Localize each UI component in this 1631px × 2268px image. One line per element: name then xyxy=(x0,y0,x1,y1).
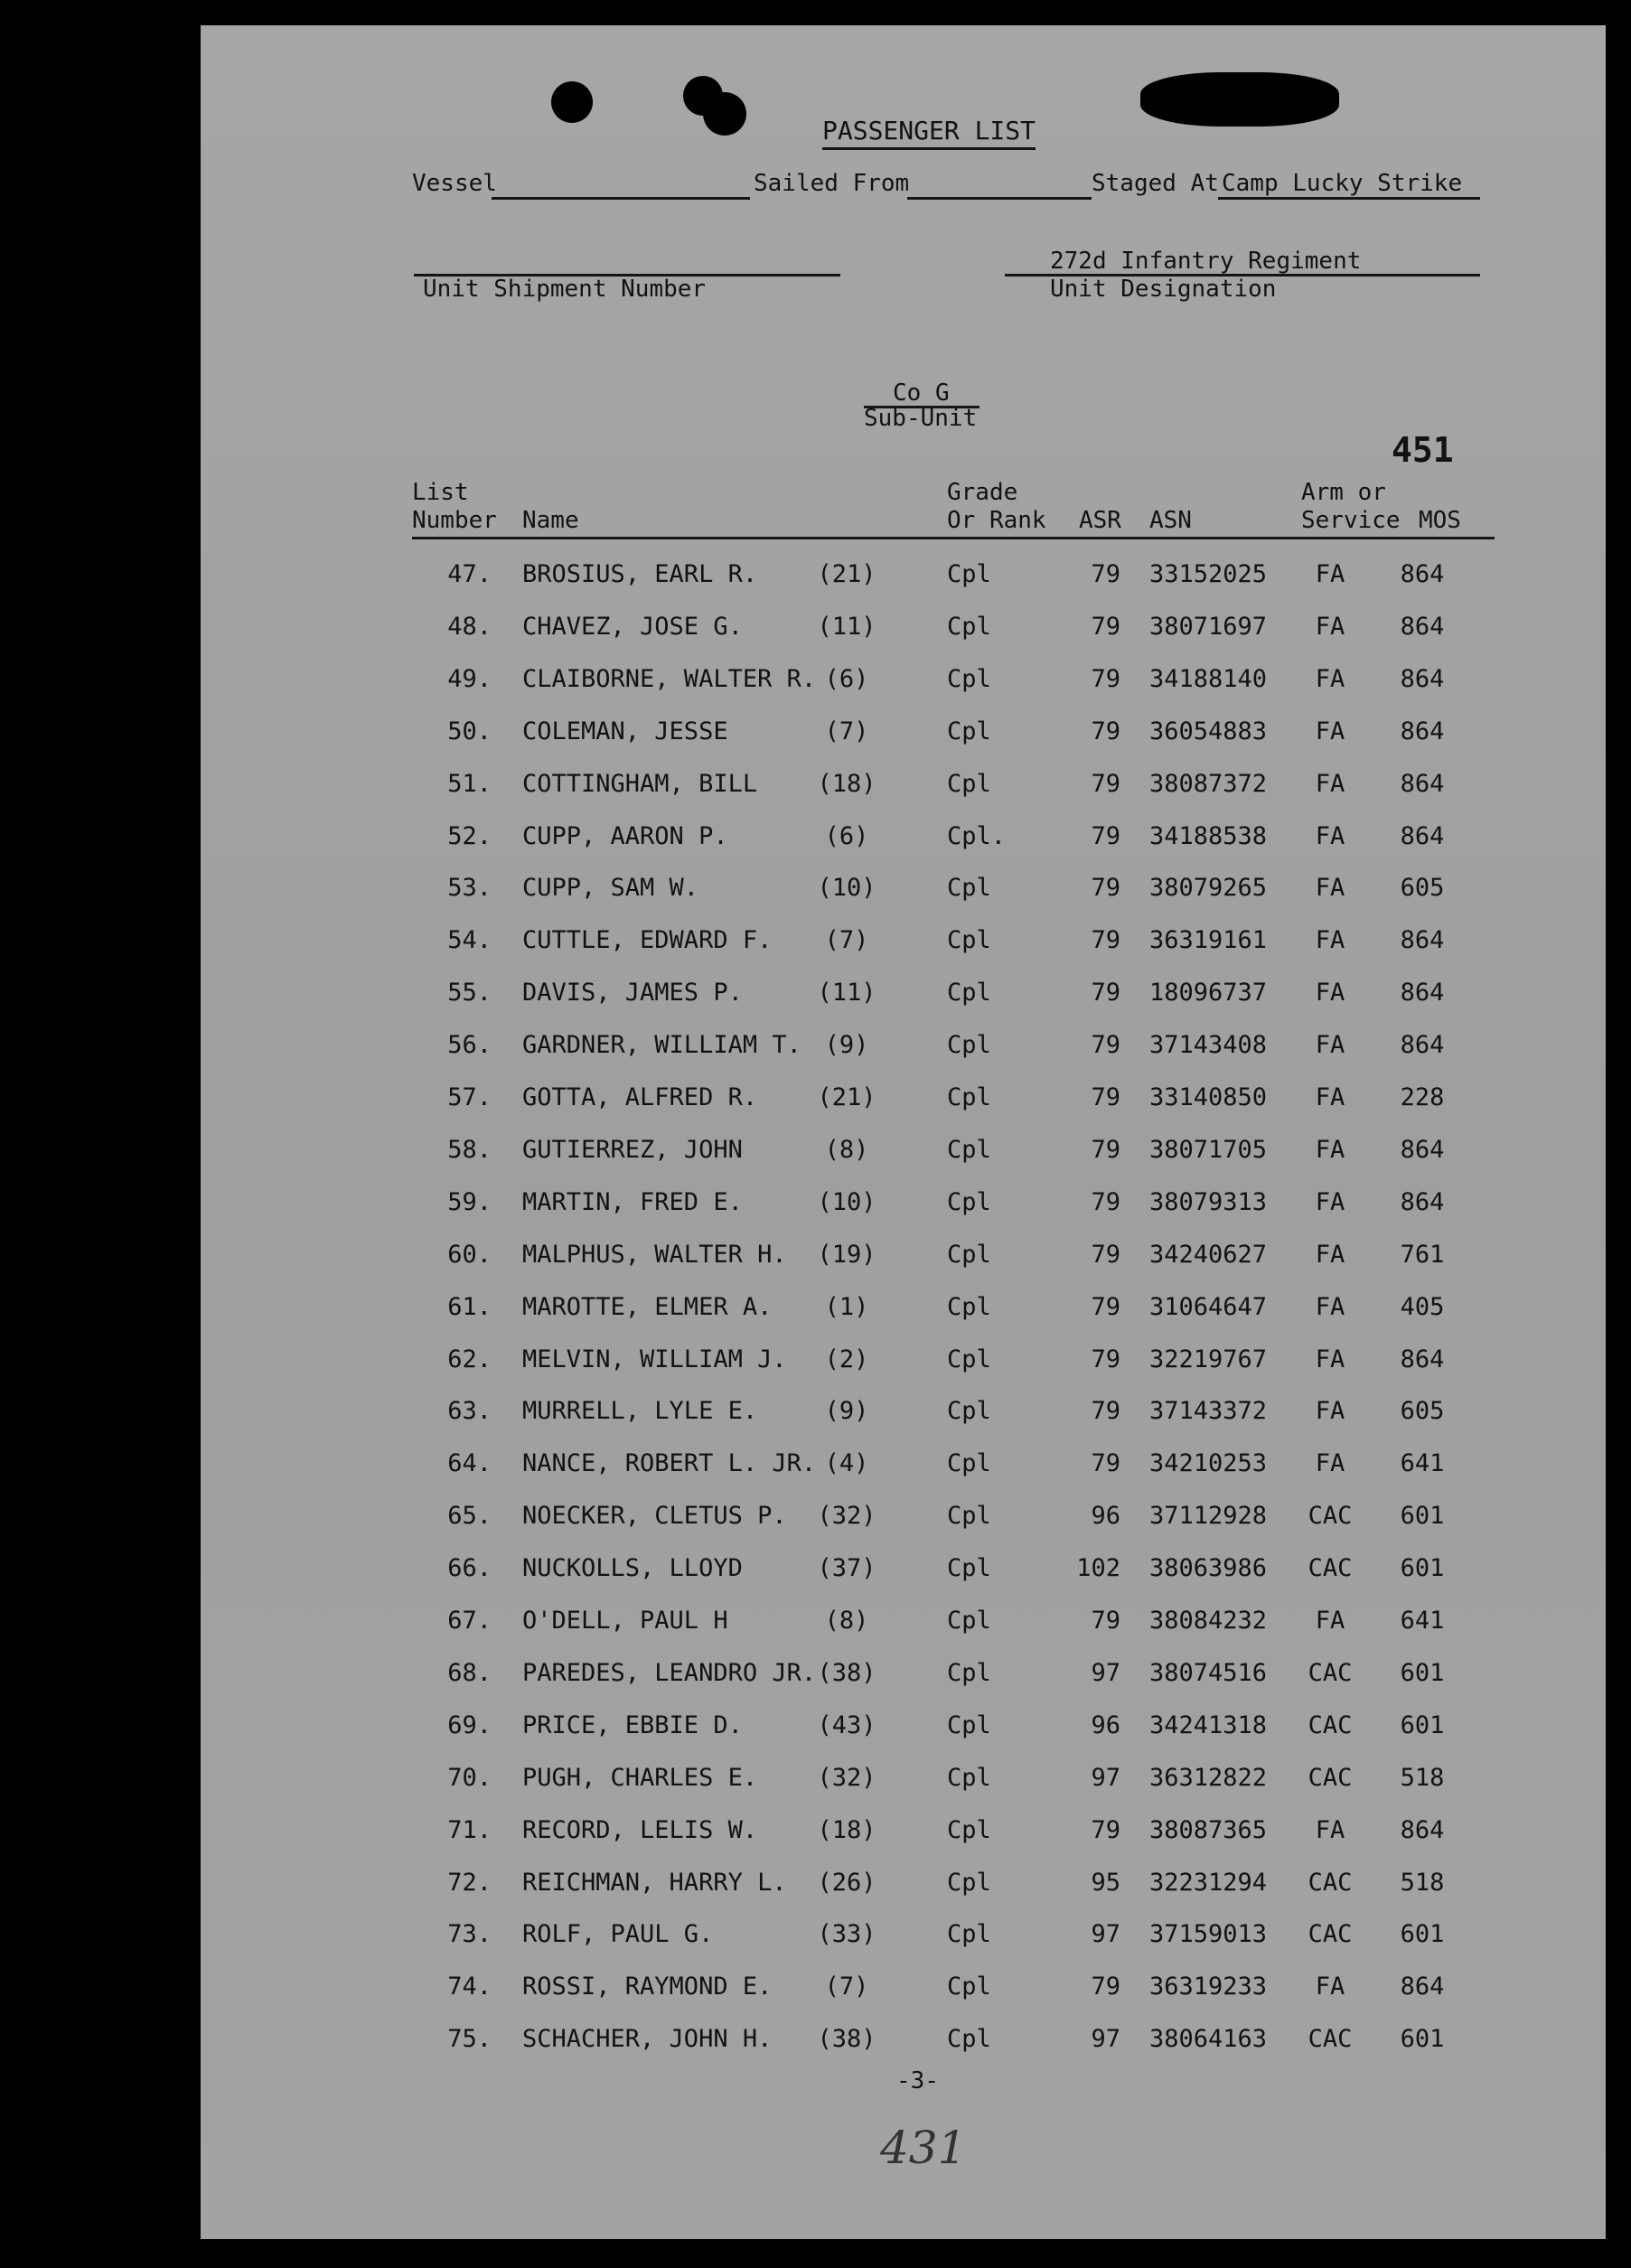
asr-score: 79 xyxy=(1091,1397,1120,1426)
table-row xyxy=(201,1973,1606,2025)
asr-score: 79 xyxy=(1091,926,1120,955)
list-number: 62. xyxy=(447,1345,492,1373)
serial-number: 37112928 xyxy=(1149,1502,1268,1531)
serial-number: 36054883 xyxy=(1149,717,1268,745)
grade: Cpl xyxy=(947,1763,991,1792)
grade: Cpl xyxy=(947,1449,991,1478)
table-row xyxy=(201,613,1606,665)
mos-code: 864 xyxy=(1400,1973,1445,2001)
arm-of-service: FA xyxy=(1315,1449,1345,1478)
asr-score: 102 xyxy=(1076,1554,1120,1583)
arm-of-service: FA xyxy=(1315,664,1345,693)
sub-unit-label: Sub-Unit xyxy=(864,405,978,432)
passenger-code: (18) xyxy=(817,769,876,798)
mos-code: 605 xyxy=(1400,874,1445,903)
mos-code: 641 xyxy=(1400,1607,1445,1635)
serial-number: 34240627 xyxy=(1149,1240,1268,1269)
table-row xyxy=(201,1397,1606,1449)
arm-of-service: CAC xyxy=(1308,1920,1353,1949)
header-asr: ASR xyxy=(1079,507,1121,534)
arm-of-service: FA xyxy=(1315,612,1345,641)
list-number: 48. xyxy=(447,612,492,641)
list-number: 54. xyxy=(447,926,492,955)
arm-of-service: FA xyxy=(1315,1083,1345,1111)
table-row xyxy=(201,874,1606,926)
asr-score: 79 xyxy=(1091,1135,1120,1164)
mos-code: 601 xyxy=(1400,1920,1445,1949)
sailed-from-label: Sailed From xyxy=(754,170,910,197)
passenger-name: NOECKER, CLETUS P. xyxy=(522,1502,787,1531)
grade: Cpl xyxy=(947,979,991,1007)
grade: Cpl xyxy=(947,1554,991,1583)
grade: Cpl xyxy=(947,1031,991,1060)
table-row xyxy=(201,1449,1606,1502)
passenger-code: (10) xyxy=(817,874,876,903)
grade: Cpl xyxy=(947,2025,991,2054)
asr-score: 79 xyxy=(1091,1240,1120,1269)
list-number: 49. xyxy=(447,664,492,693)
grade: Cpl xyxy=(947,560,991,588)
list-number: 67. xyxy=(447,1607,492,1635)
list-number: 70. xyxy=(447,1763,492,1792)
arm-of-service: FA xyxy=(1315,979,1345,1007)
serial-number: 38074516 xyxy=(1149,1658,1268,1687)
asr-score: 97 xyxy=(1091,1763,1120,1792)
mos-code: 864 xyxy=(1400,926,1445,955)
document-title: PASSENGER LIST xyxy=(822,116,1036,150)
asr-score: 97 xyxy=(1091,1920,1120,1949)
list-number: 64. xyxy=(447,1449,492,1478)
header-grade-line2: Or Rank xyxy=(947,507,1046,534)
list-number: 61. xyxy=(447,1292,492,1321)
list-number: 55. xyxy=(447,979,492,1007)
serial-number: 18096737 xyxy=(1149,979,1268,1007)
list-number: 58. xyxy=(447,1135,492,1164)
passenger-name: CHAVEZ, JOSE G. xyxy=(522,612,743,641)
passenger-table xyxy=(201,25,1606,2239)
arm-of-service: FA xyxy=(1315,1815,1345,1844)
staged-at-label: Staged At xyxy=(1092,170,1219,197)
asr-score: 79 xyxy=(1091,1083,1120,1111)
asr-score: 96 xyxy=(1091,1502,1120,1531)
list-number: 75. xyxy=(447,2025,492,2054)
serial-number: 31064647 xyxy=(1149,1292,1268,1321)
arm-of-service: FA xyxy=(1315,1240,1345,1269)
arm-of-service: FA xyxy=(1315,1135,1345,1164)
arm-of-service: FA xyxy=(1315,821,1345,850)
passenger-code: (11) xyxy=(817,979,876,1007)
arm-of-service: CAC xyxy=(1308,1554,1353,1583)
serial-number: 37143372 xyxy=(1149,1397,1268,1426)
passenger-name: CUPP, AARON P. xyxy=(522,821,728,850)
mos-code: 405 xyxy=(1400,1292,1445,1321)
passenger-code: (1) xyxy=(824,1292,869,1321)
passenger-name: CUPP, SAM W. xyxy=(522,874,699,903)
arm-of-service: FA xyxy=(1315,1345,1345,1373)
list-number: 56. xyxy=(447,1031,492,1060)
list-number: 66. xyxy=(447,1554,492,1583)
serial-number: 33152025 xyxy=(1149,560,1268,588)
passenger-name: ROSSI, RAYMOND E. xyxy=(522,1973,773,2001)
mos-code: 601 xyxy=(1400,1710,1445,1739)
passenger-name: MARTIN, FRED E. xyxy=(522,1187,743,1216)
passenger-code: (18) xyxy=(817,1815,876,1844)
passenger-code: (38) xyxy=(817,1658,876,1687)
arm-of-service: FA xyxy=(1315,926,1345,955)
list-number: 69. xyxy=(447,1710,492,1739)
serial-number: 38071705 xyxy=(1149,1135,1268,1164)
passenger-code: (32) xyxy=(817,1763,876,1792)
passenger-name: SCHACHER, JOHN H. xyxy=(522,2025,773,2054)
grade: Cpl xyxy=(947,1187,991,1216)
list-number: 65. xyxy=(447,1502,492,1531)
mos-code: 641 xyxy=(1400,1449,1445,1478)
passenger-code: (26) xyxy=(817,1868,876,1897)
passenger-code: (9) xyxy=(824,1031,869,1060)
list-number: 63. xyxy=(447,1397,492,1426)
passenger-code: (11) xyxy=(817,612,876,641)
arm-of-service: CAC xyxy=(1308,1502,1353,1531)
grade: Cpl xyxy=(947,926,991,955)
table-row xyxy=(201,926,1606,979)
list-number: 60. xyxy=(447,1240,492,1269)
arm-of-service: FA xyxy=(1315,1031,1345,1060)
serial-number: 33140850 xyxy=(1149,1083,1268,1111)
passenger-code: (6) xyxy=(824,664,869,693)
passenger-name: MELVIN, WILLIAM J. xyxy=(522,1345,787,1373)
table-row xyxy=(201,1293,1606,1345)
grade: Cpl xyxy=(947,1240,991,1269)
table-row xyxy=(201,717,1606,770)
mos-code: 864 xyxy=(1400,612,1445,641)
passenger-name: ROLF, PAUL G. xyxy=(522,1920,714,1949)
unit-shipment-label: Unit Shipment Number xyxy=(423,276,707,303)
list-number: 51. xyxy=(447,769,492,798)
handwritten-number: 431 xyxy=(880,2122,967,2174)
mos-code: 864 xyxy=(1400,717,1445,745)
passenger-name: O'DELL, PAUL H xyxy=(522,1607,728,1635)
table-row xyxy=(201,1659,1606,1711)
mos-code: 864 xyxy=(1400,1815,1445,1844)
passenger-code: (32) xyxy=(817,1502,876,1531)
table-row xyxy=(201,1502,1606,1554)
table-row xyxy=(201,1188,1606,1241)
mos-code: 601 xyxy=(1400,2025,1445,2054)
unit-designation-value: 272d Infantry Regiment xyxy=(1050,248,1362,275)
asr-score: 79 xyxy=(1091,560,1120,588)
list-number: 74. xyxy=(447,1973,492,2001)
table-row xyxy=(201,1816,1606,1869)
table-row xyxy=(201,1241,1606,1293)
passenger-name: MALPHUS, WALTER H. xyxy=(522,1240,787,1269)
passenger-code: (37) xyxy=(817,1554,876,1583)
asr-score: 79 xyxy=(1091,821,1120,850)
arm-of-service: CAC xyxy=(1308,1868,1353,1897)
serial-number: 37159013 xyxy=(1149,1920,1268,1949)
passenger-code: (33) xyxy=(817,1920,876,1949)
header-asn: ASN xyxy=(1149,507,1192,534)
list-number: 73. xyxy=(447,1920,492,1949)
serial-number: 36312822 xyxy=(1149,1763,1268,1792)
table-row xyxy=(201,560,1606,613)
passenger-code: (19) xyxy=(817,1240,876,1269)
serial-number: 38079313 xyxy=(1149,1187,1268,1216)
passenger-name: PAREDES, LEANDRO JR. xyxy=(522,1658,817,1687)
table-row xyxy=(201,770,1606,822)
document-page xyxy=(201,25,1606,2239)
page-number: -3- xyxy=(896,2067,939,2095)
passenger-name: COTTINGHAM, BILL xyxy=(522,769,758,798)
passenger-code: (43) xyxy=(817,1710,876,1739)
list-number: 72. xyxy=(447,1868,492,1897)
grade: Cpl xyxy=(947,1868,991,1897)
header-list-line1: List xyxy=(412,479,469,506)
mos-code: 864 xyxy=(1400,769,1445,798)
arm-of-service: FA xyxy=(1315,1397,1345,1426)
table-row xyxy=(201,1869,1606,1921)
serial-number: 36319161 xyxy=(1149,926,1268,955)
passenger-name: PRICE, EBBIE D. xyxy=(522,1710,743,1739)
asr-score: 79 xyxy=(1091,717,1120,745)
asr-score: 79 xyxy=(1091,979,1120,1007)
asr-score: 79 xyxy=(1091,874,1120,903)
grade: Cpl. xyxy=(947,821,1007,850)
passenger-name: CLAIBORNE, WALTER R. xyxy=(522,664,817,693)
arm-of-service: FA xyxy=(1315,1292,1345,1321)
asr-score: 79 xyxy=(1091,1292,1120,1321)
grade: Cpl xyxy=(947,1710,991,1739)
table-row xyxy=(201,1764,1606,1816)
passenger-code: (9) xyxy=(824,1397,869,1426)
serial-number: 36319233 xyxy=(1149,1973,1268,2001)
mos-code: 601 xyxy=(1400,1554,1445,1583)
passenger-name: CUTTLE, EDWARD F. xyxy=(522,926,773,955)
passenger-name: MURRELL, LYLE E. xyxy=(522,1397,758,1426)
mos-code: 601 xyxy=(1400,1502,1445,1531)
passenger-code: (7) xyxy=(824,926,869,955)
passenger-name: GARDNER, WILLIAM T. xyxy=(522,1031,801,1060)
asr-score: 79 xyxy=(1091,664,1120,693)
passenger-code: (2) xyxy=(824,1345,869,1373)
serial-number: 34241318 xyxy=(1149,1710,1268,1739)
mos-code: 601 xyxy=(1400,1658,1445,1687)
passenger-name: PUGH, CHARLES E. xyxy=(522,1763,758,1792)
mos-code: 605 xyxy=(1400,1397,1445,1426)
vessel-label: Vessel xyxy=(412,170,497,197)
passenger-code: (7) xyxy=(824,1973,869,2001)
table-row xyxy=(201,822,1606,875)
passenger-code: (21) xyxy=(817,560,876,588)
header-arm-line1: Arm or xyxy=(1301,479,1386,506)
passenger-name: NUCKOLLS, LLOYD xyxy=(522,1554,743,1583)
table-row xyxy=(201,1031,1606,1083)
serial-number: 34188140 xyxy=(1149,664,1268,693)
asr-score: 79 xyxy=(1091,1345,1120,1373)
asr-score: 97 xyxy=(1091,1658,1120,1687)
list-number: 57. xyxy=(447,1083,492,1111)
mos-code: 518 xyxy=(1400,1868,1445,1897)
passenger-name: DAVIS, JAMES P. xyxy=(522,979,743,1007)
grade: Cpl xyxy=(947,664,991,693)
grade: Cpl xyxy=(947,1920,991,1949)
grade: Cpl xyxy=(947,717,991,745)
mos-code: 864 xyxy=(1400,1345,1445,1373)
arm-of-service: FA xyxy=(1315,560,1345,588)
arm-of-service: CAC xyxy=(1308,1658,1353,1687)
table-row xyxy=(201,1554,1606,1607)
header-list-line2: Number xyxy=(412,507,497,534)
passenger-name: GUTIERREZ, JOHN xyxy=(522,1135,743,1164)
list-number: 68. xyxy=(447,1658,492,1687)
arm-of-service: FA xyxy=(1315,717,1345,745)
serial-number: 38063986 xyxy=(1149,1554,1268,1583)
serial-number: 34188538 xyxy=(1149,821,1268,850)
list-number: 53. xyxy=(447,874,492,903)
passenger-name: MAROTTE, ELMER A. xyxy=(522,1292,773,1321)
passenger-name: COLEMAN, JESSE xyxy=(522,717,728,745)
mos-code: 518 xyxy=(1400,1763,1445,1792)
serial-number: 32219767 xyxy=(1149,1345,1268,1373)
passenger-name: BROSIUS, EARL R. xyxy=(522,560,758,588)
asr-score: 79 xyxy=(1091,612,1120,641)
passenger-name: REICHMAN, HARRY L. xyxy=(522,1868,787,1897)
mos-code: 864 xyxy=(1400,1135,1445,1164)
mos-code: 864 xyxy=(1400,821,1445,850)
mos-code: 864 xyxy=(1400,1187,1445,1216)
passenger-name: GOTTA, ALFRED R. xyxy=(522,1083,758,1111)
asr-score: 79 xyxy=(1091,1187,1120,1216)
passenger-code: (4) xyxy=(824,1449,869,1478)
arm-of-service: FA xyxy=(1315,874,1345,903)
list-number: 47. xyxy=(447,560,492,588)
table-row xyxy=(201,1711,1606,1764)
grade: Cpl xyxy=(947,874,991,903)
serial-number: 34210253 xyxy=(1149,1449,1268,1478)
list-number: 50. xyxy=(447,717,492,745)
arm-of-service: FA xyxy=(1315,1607,1345,1635)
asr-score: 79 xyxy=(1091,1449,1120,1478)
mos-code: 228 xyxy=(1400,1083,1445,1111)
asr-score: 79 xyxy=(1091,1031,1120,1060)
passenger-code: (6) xyxy=(824,821,869,850)
list-number: 52. xyxy=(447,821,492,850)
serial-number: 38064163 xyxy=(1149,2025,1268,2054)
asr-score: 96 xyxy=(1091,1710,1120,1739)
passenger-code: (8) xyxy=(824,1135,869,1164)
mos-code: 864 xyxy=(1400,979,1445,1007)
arm-of-service: FA xyxy=(1315,1973,1345,2001)
table-row xyxy=(201,665,1606,717)
table-row xyxy=(201,1083,1606,1136)
passenger-name: NANCE, ROBERT L. JR. xyxy=(522,1449,817,1478)
table-row xyxy=(201,979,1606,1031)
passenger-name: RECORD, LELIS W. xyxy=(522,1815,758,1844)
list-number: 59. xyxy=(447,1187,492,1216)
mos-code: 864 xyxy=(1400,664,1445,693)
arm-of-service: FA xyxy=(1315,1187,1345,1216)
grade: Cpl xyxy=(947,1345,991,1373)
serial-number: 37143408 xyxy=(1149,1031,1268,1060)
arm-of-service: CAC xyxy=(1308,2025,1353,2054)
grade: Cpl xyxy=(947,1607,991,1635)
passenger-code: (21) xyxy=(817,1083,876,1111)
asr-score: 79 xyxy=(1091,1815,1120,1844)
passenger-code: (10) xyxy=(817,1187,876,1216)
arm-of-service: CAC xyxy=(1308,1763,1353,1792)
serial-number: 38087372 xyxy=(1149,769,1268,798)
table-row xyxy=(201,1607,1606,1659)
asr-score: 79 xyxy=(1091,1607,1120,1635)
grade: Cpl xyxy=(947,1397,991,1426)
serial-number: 38087365 xyxy=(1149,1815,1268,1844)
serial-number: 38084232 xyxy=(1149,1607,1268,1635)
grade: Cpl xyxy=(947,1135,991,1164)
list-number: 71. xyxy=(447,1815,492,1844)
table-row xyxy=(201,1345,1606,1398)
passenger-code: (38) xyxy=(817,2025,876,2054)
grade: Cpl xyxy=(947,612,991,641)
header-name: Name xyxy=(522,507,579,534)
sub-unit-value: Co G xyxy=(893,380,950,407)
grade: Cpl xyxy=(947,1658,991,1687)
staged-at-value: Camp Lucky Strike xyxy=(1222,170,1463,197)
arm-of-service: FA xyxy=(1315,769,1345,798)
header-grade-line1: Grade xyxy=(947,479,1018,506)
asr-score: 97 xyxy=(1091,2025,1120,2054)
unit-designation-label: Unit Designation xyxy=(1050,276,1277,303)
grade: Cpl xyxy=(947,1083,991,1111)
passenger-code: (7) xyxy=(824,717,869,745)
serial-number: 38071697 xyxy=(1149,612,1268,641)
mos-code: 864 xyxy=(1400,560,1445,588)
arm-of-service: CAC xyxy=(1308,1710,1353,1739)
table-row xyxy=(201,1136,1606,1188)
asr-score: 79 xyxy=(1091,769,1120,798)
grade: Cpl xyxy=(947,1502,991,1531)
header-arm-line2: Service xyxy=(1301,507,1401,534)
passenger-code: (8) xyxy=(824,1607,869,1635)
serial-number: 32231294 xyxy=(1149,1868,1268,1897)
header-mos: MOS xyxy=(1419,507,1461,534)
grade: Cpl xyxy=(947,1973,991,2001)
mos-code: 761 xyxy=(1400,1240,1445,1269)
grade: Cpl xyxy=(947,769,991,798)
serial-number: 38079265 xyxy=(1149,874,1268,903)
grade: Cpl xyxy=(947,1292,991,1321)
asr-score: 95 xyxy=(1091,1868,1120,1897)
mos-code: 864 xyxy=(1400,1031,1445,1060)
asr-score: 79 xyxy=(1091,1973,1120,2001)
grade: Cpl xyxy=(947,1815,991,1844)
table-row xyxy=(201,1920,1606,1973)
stamped-number: 451 xyxy=(1392,430,1454,470)
